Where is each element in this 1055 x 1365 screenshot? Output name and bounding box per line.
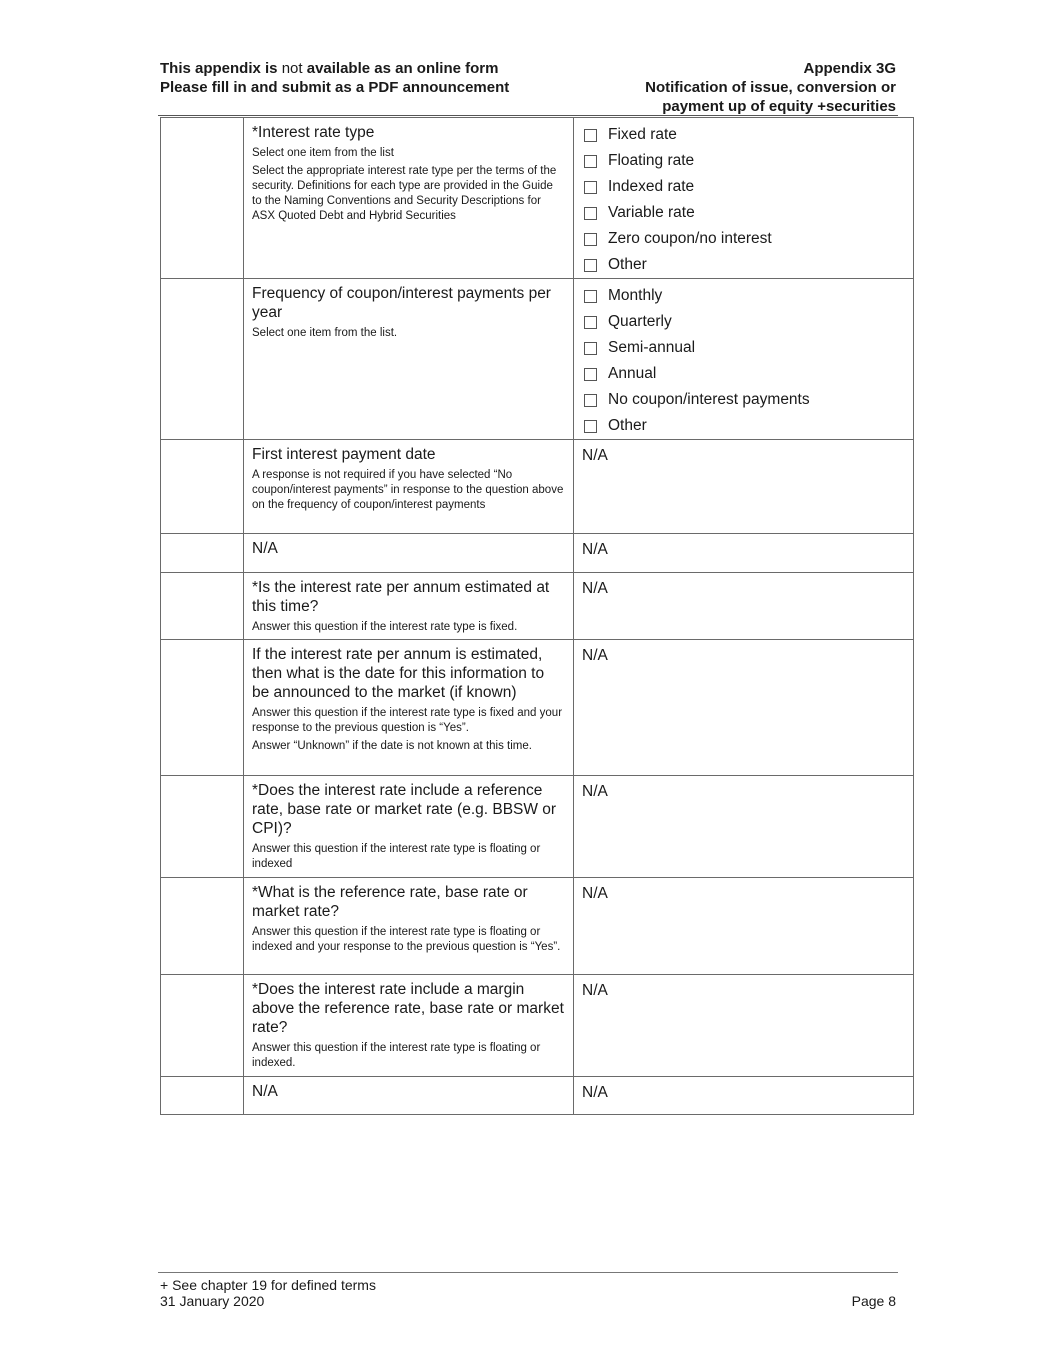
option-list	[574, 118, 913, 278]
option-item[interactable]	[584, 174, 905, 200]
question-cell	[244, 1077, 574, 1115]
form-row	[161, 1077, 914, 1115]
option-item[interactable]	[584, 335, 905, 361]
checkbox-icon[interactable]	[584, 368, 597, 381]
option-label: Zero coupon/no interest	[608, 230, 772, 247]
answer-cell	[574, 118, 914, 279]
row-number-cell	[161, 534, 244, 573]
question-title: N/A	[252, 540, 278, 557]
answer-value: N/A	[582, 783, 608, 800]
option-label: Semi-annual	[608, 339, 696, 356]
header-divider	[158, 115, 898, 116]
question-note: Answer “Unknown” if the date is not known at this time.	[252, 740, 532, 752]
footer-date: 31 January 2020	[160, 1293, 265, 1309]
option-item[interactable]	[584, 252, 905, 278]
checkbox-icon[interactable]	[584, 259, 597, 272]
answer-cell	[574, 279, 914, 440]
header-line-2: Please fill in and submit as a PDF announcement	[160, 79, 510, 96]
question-note: A response is not required if you have selected “No coupon/interest payments” in response to the question above on the frequency of coupon/interest payments	[252, 469, 564, 511]
header-line-1: This appendix is not available as an online form	[160, 60, 499, 77]
option-label: Monthly	[608, 287, 663, 304]
form-row	[161, 118, 914, 279]
checkbox-icon[interactable]	[584, 233, 597, 246]
row-number-cell	[161, 640, 244, 776]
checkbox-icon[interactable]	[584, 394, 597, 407]
question-note: Answer this question if the interest rate type is fixed.	[252, 621, 518, 633]
option-item[interactable]	[584, 200, 905, 226]
answer-cell[interactable]	[574, 640, 914, 776]
question-note: Answer this question if the interest rate type is floating or indexed.	[252, 1042, 541, 1069]
answer-value: N/A	[582, 1084, 608, 1101]
question-title: *Interest rate type	[252, 124, 375, 141]
question-title: *Does the interest rate include a reference rate, base rate or market rate (e.g. BBSW or CPI)?	[252, 782, 557, 837]
row-number-cell	[161, 1077, 244, 1115]
question-title: *What is the reference rate, base rate or market rate?	[252, 884, 528, 920]
form-row	[161, 573, 914, 640]
answer-cell[interactable]	[574, 534, 914, 573]
option-item[interactable]	[584, 361, 905, 387]
form-row	[161, 776, 914, 878]
checkbox-icon[interactable]	[584, 290, 597, 303]
form-row	[161, 975, 914, 1077]
option-label: No coupon/interest payments	[608, 391, 810, 408]
option-item[interactable]	[584, 309, 905, 335]
row-number-cell	[161, 776, 244, 878]
question-note: Select one item from the list	[252, 147, 394, 159]
header-appendix-title	[645, 59, 896, 116]
footer-divider	[158, 1272, 898, 1273]
form-table	[160, 117, 914, 1115]
row-number-cell	[161, 118, 244, 279]
question-cell	[244, 534, 574, 573]
question-cell	[244, 440, 574, 534]
checkbox-icon[interactable]	[584, 316, 597, 329]
question-cell	[244, 118, 574, 279]
answer-cell[interactable]	[574, 975, 914, 1077]
form-row	[161, 640, 914, 776]
question-title: First interest payment date	[252, 446, 436, 463]
row-number-cell	[161, 279, 244, 440]
checkbox-icon[interactable]	[584, 129, 597, 142]
form-row	[161, 279, 914, 440]
checkbox-icon[interactable]	[584, 207, 597, 220]
question-title: Frequency of coupon/interest payments per year	[252, 285, 551, 321]
answer-cell[interactable]	[574, 776, 914, 878]
header-instructions	[160, 59, 509, 97]
question-title: N/A	[252, 1083, 278, 1100]
question-cell	[244, 776, 574, 878]
option-item[interactable]	[584, 413, 905, 439]
question-note: Answer this question if the interest rate type is fixed and your response to the previous question is “Yes”.	[252, 707, 563, 734]
footer-left	[160, 1277, 376, 1309]
option-label: Variable rate	[608, 204, 695, 221]
option-label: Fixed rate	[608, 126, 677, 143]
option-label: Floating rate	[608, 152, 695, 169]
question-title: *Does the interest rate include a margin above the reference rate, base rate or market rate?	[252, 981, 564, 1036]
header-not-word: not	[281, 60, 303, 77]
option-label: Annual	[608, 365, 657, 382]
footer-defined-terms: + See chapter 19 for defined terms	[160, 1277, 376, 1293]
option-item[interactable]	[584, 226, 905, 252]
row-number-cell	[161, 440, 244, 534]
form-row	[161, 878, 914, 975]
question-note: Select the appropriate interest rate type per the terms of the security. Definitions for each type are provided in the Guide to the Naming Conventions and Security Descriptions for ASX Quoted Debt and Hybrid Securities	[252, 165, 557, 222]
question-note: Select one item from the list.	[252, 327, 398, 339]
appendix-subtitle-1: Notification of issue, conversion or	[645, 79, 896, 96]
answer-value: N/A	[582, 885, 608, 902]
appendix-subtitle-2: payment up of equity +securities	[662, 98, 896, 115]
answer-value: N/A	[582, 447, 608, 464]
answer-cell[interactable]	[574, 878, 914, 975]
row-number-cell	[161, 975, 244, 1077]
checkbox-icon[interactable]	[584, 155, 597, 168]
option-item[interactable]	[584, 148, 905, 174]
checkbox-icon[interactable]	[584, 181, 597, 194]
option-label: Indexed rate	[608, 178, 695, 195]
answer-cell[interactable]	[574, 573, 914, 640]
checkbox-icon[interactable]	[584, 420, 597, 433]
question-title: *Is the interest rate per annum estimated at this time?	[252, 579, 550, 615]
question-title: If the interest rate per annum is estimated, then what is the date for this information to be announced to the market (if known)	[252, 646, 545, 701]
answer-value: N/A	[582, 541, 608, 558]
footer-page-number: Page 8	[851, 1293, 896, 1309]
form-row	[161, 440, 914, 534]
checkbox-icon[interactable]	[584, 342, 597, 355]
question-cell	[244, 878, 574, 975]
row-number-cell	[161, 573, 244, 640]
row-number-cell	[161, 878, 244, 975]
answer-value: N/A	[582, 647, 608, 664]
question-cell	[244, 573, 574, 640]
form-row	[161, 534, 914, 573]
question-cell	[244, 975, 574, 1077]
answer-value: N/A	[582, 982, 608, 999]
option-label: Quarterly	[608, 313, 672, 330]
option-label: Other	[608, 417, 647, 434]
answer-value: N/A	[582, 580, 608, 597]
option-list	[574, 279, 913, 439]
option-item[interactable]	[584, 283, 905, 309]
question-note: Answer this question if the interest rate type is floating or indexed	[252, 843, 541, 870]
option-item[interactable]	[584, 122, 905, 148]
question-cell	[244, 640, 574, 776]
appendix-number: Appendix 3G	[803, 60, 896, 77]
question-note: Answer this question if the interest rate type is floating or indexed and your response to the previous question is “Yes”.	[252, 926, 561, 953]
option-item[interactable]	[584, 387, 905, 413]
answer-cell[interactable]	[574, 440, 914, 534]
option-label: Other	[608, 256, 647, 273]
answer-cell[interactable]	[574, 1077, 914, 1115]
question-cell	[244, 279, 574, 440]
